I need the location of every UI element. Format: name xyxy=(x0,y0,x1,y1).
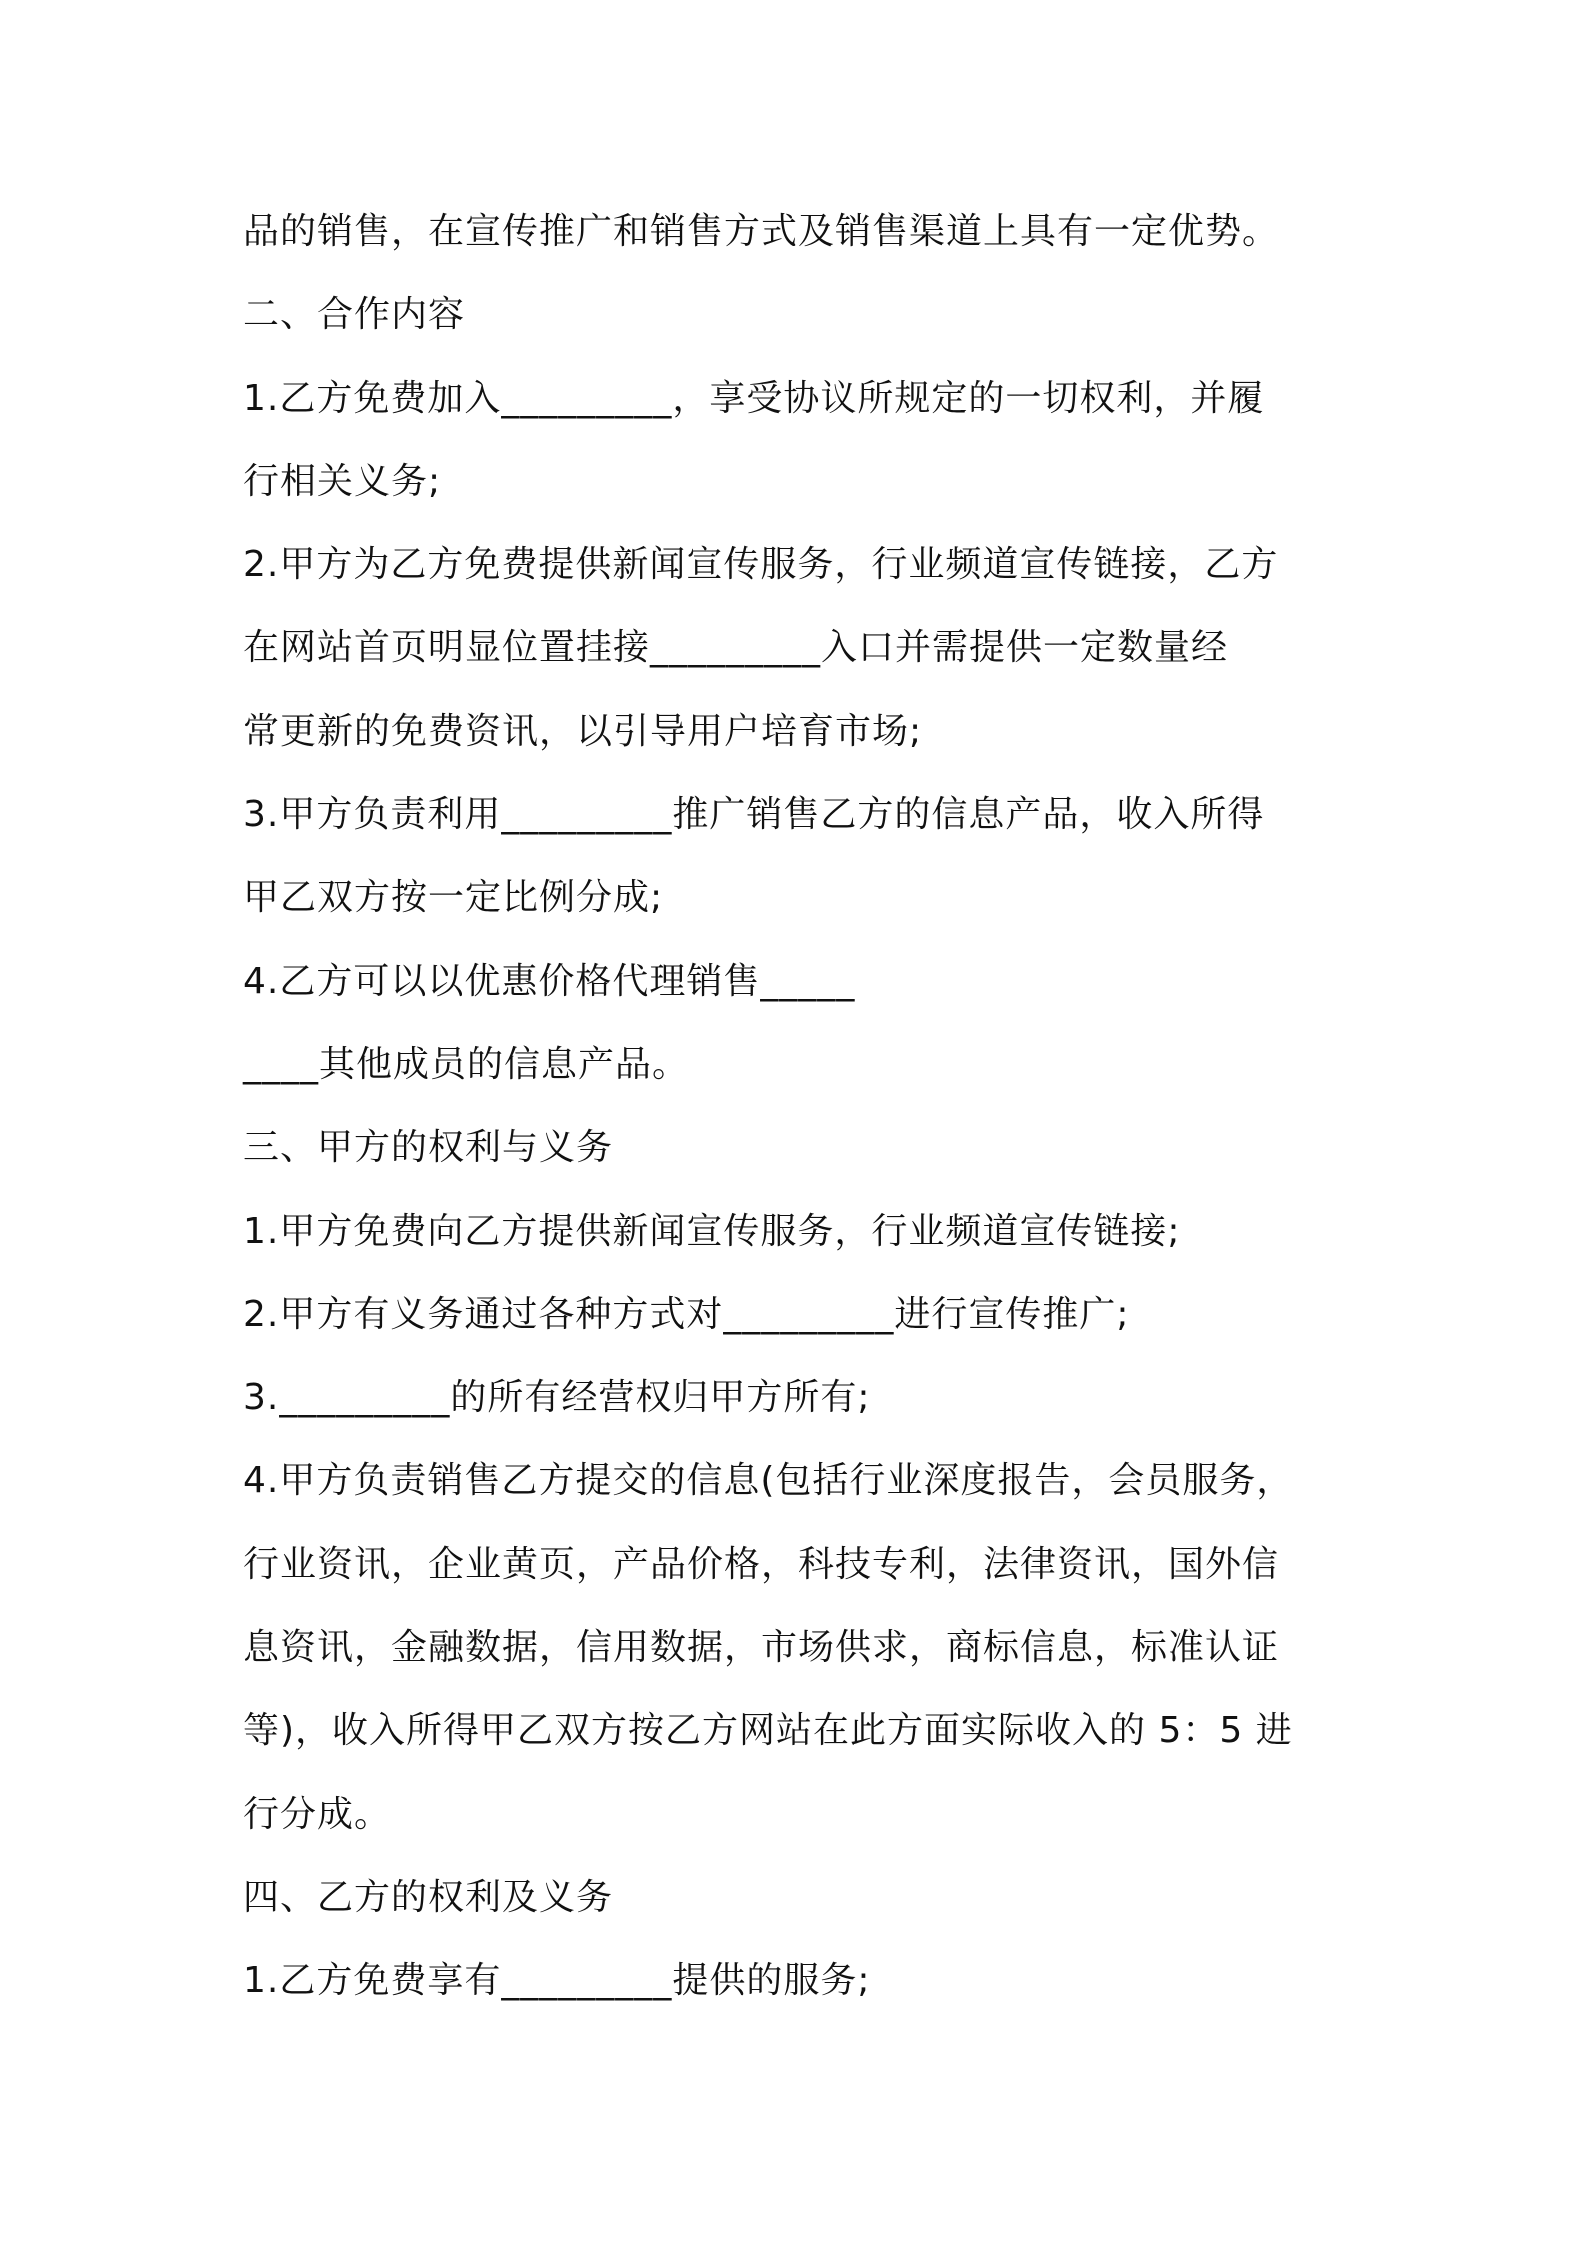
section-heading: 二、合作内容 xyxy=(243,294,466,336)
text-line: ____其他成员的信息产品。 xyxy=(243,1043,690,1085)
text-line: 息资讯，金融数据，信用数据，市场供求，商标信息，标准认证 xyxy=(243,1627,1280,1669)
document-body xyxy=(243,190,1355,2023)
text-line: 在网站首页明显位置挂接_________入口并需提供一定数量经 xyxy=(243,627,1229,669)
text-line: 3.甲方负责利用_________推广销售乙方的信息产品，收入所得 xyxy=(243,794,1265,836)
text-line: 2.甲方有义务通过各种方式对_________进行宣传推广; xyxy=(243,1293,1130,1335)
text-line: 4.甲方负责销售乙方提交的信息(包括行业深度报告，会员服务， xyxy=(243,1460,1294,1502)
text-line: 1.乙方免费享有_________提供的服务; xyxy=(243,1960,871,2002)
text-line: 行相关义务; xyxy=(243,460,442,502)
text-line: 行业资讯，企业黄页，产品价格，科技专利，法律资讯，国外信 xyxy=(243,1543,1280,1585)
text-line: 常更新的免费资讯，以引导用户培育市场; xyxy=(243,710,923,752)
section-heading: 三、甲方的权利与义务 xyxy=(243,1127,614,1169)
text-line: 2.甲方为乙方免费提供新闻宣传服务，行业频道宣传链接，乙方 xyxy=(243,544,1279,586)
section-heading: 四、乙方的权利及义务 xyxy=(243,1876,614,1918)
text-line: 行分成。 xyxy=(243,1793,392,1835)
text-line: 1.甲方免费向乙方提供新闻宣传服务，行业频道宣传链接; xyxy=(243,1210,1181,1252)
text-line: 3._________的所有经营权归甲方所有; xyxy=(243,1377,871,1419)
text-line: 甲乙双方按一定比例分成; xyxy=(243,877,664,919)
text-line: 品的销售，在宣传推广和销售方式及销售渠道上具有一定优势。 xyxy=(243,211,1280,252)
text-line: 等)，收入所得甲乙双方按乙方网站在此方面实际收入的 5：5 进 xyxy=(243,1710,1293,1752)
text-line: 1.乙方免费加入_________，享受协议所规定的一切权利，并履 xyxy=(243,377,1265,419)
text-line: 4.乙方可以以优惠价格代理销售_____ xyxy=(243,960,856,1002)
